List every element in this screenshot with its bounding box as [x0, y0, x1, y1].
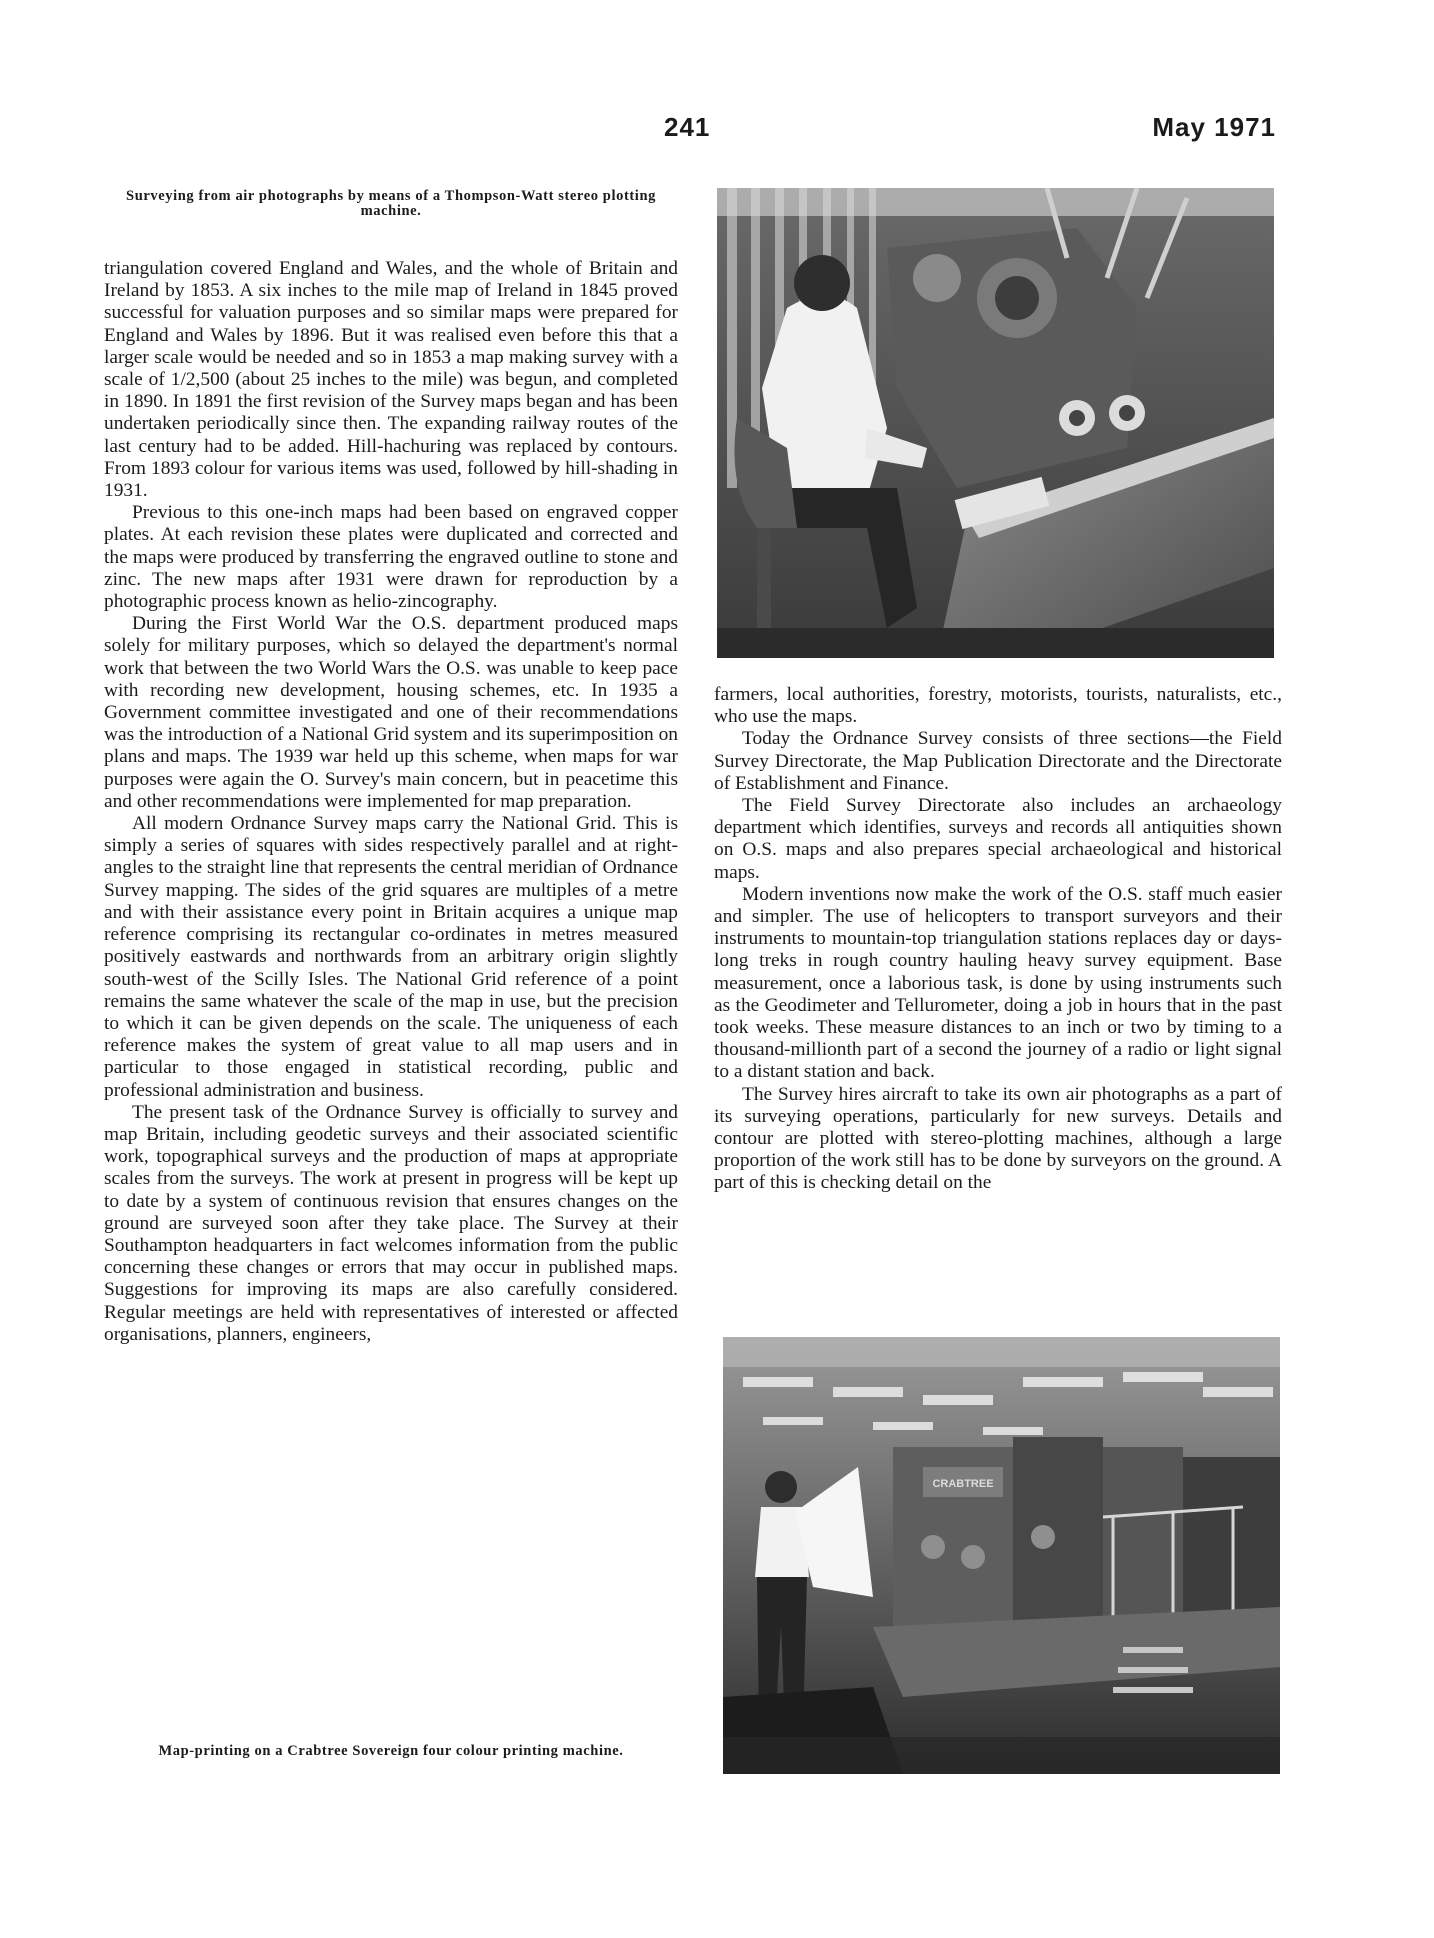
printing-press-photo [723, 1337, 1280, 1774]
right-column [714, 684, 1282, 1195]
paragraph: triangulation covered England and Wales, and the whole of Britain and Ireland by 1853. A six inches to the mile map of Ireland in 1845 proved successful for valuation purposes and so similar maps were prepared for England and Wales by 1896. But it was realised even before this that a larger scale would be needed and so in 1853 a map making survey with a scale of 1/2,500 (about 25 inches to the mile) was begun, and completed in 1890. In 1891 the first revision of the Survey maps began and has been undertaken periodically since then. The expanding railway routes of the last century had to be added. Hill-hachuring was replaced by contours. From 1893 colour for various items was used, followed by hill-shading in 1931. [104, 258, 678, 502]
caption-bottom-photo: Map-printing on a Crabtree Sovereign four colour printing machine. [158, 1743, 624, 1759]
paragraph: The Field Survey Directorate also includes an archaeology department which identifies, surveys and records all antiquities shown on O.S. maps and also prepares special archaeological and historical maps. [714, 795, 1282, 883]
stereo-plotting-photo [717, 188, 1274, 658]
caption-top-photo: Surveying from air photographs by means of a Thompson-Watt stereo plotting machine. [126, 188, 656, 219]
press-label: CRABTREE [932, 1478, 994, 1490]
stereo-plotting-illustration [717, 188, 1274, 658]
printing-press-illustration [723, 1337, 1280, 1774]
page-number: 241 [664, 112, 711, 142]
paragraph: The Survey hires aircraft to take its own air photographs as a part of its surveying operations, particularly for new surveys. Details and contour are plotted with stereo-plotting machines, although a large proportion of the work still has to be done by surveyors on the ground. A part of this is checking detail on the [714, 1083, 1282, 1194]
paragraph: farmers, local authorities, forestry, motorists, tourists, naturalists, etc., who use the maps. [714, 684, 1282, 728]
issue-date: May 1971 [1152, 112, 1276, 142]
paragraph: During the First World War the O.S. department produced maps solely for military purposes, which so delayed the department's normal work that between the two World Wars the O.S. was unable to keep pace with recording new development, housing schemes, etc. In 1935 a Government committee investigated and one of their recommendations was the introduction of a National Grid system and its superimposition on plans and maps. The 1939 war held up this scheme, when maps for war purposes were again the O. Survey's main concern, but in peacetime this and other recommendations were implemented for map preparation. [104, 613, 678, 812]
paragraph: Today the Ordnance Survey consists of three sections—the Field Survey Directorate, the Map Publication Directorate and the Directorate of Establishment and Finance. [714, 728, 1282, 794]
paragraph: The present task of the Ordnance Survey is officially to survey and map Britain, including geodetic surveys and their associated scientific work, topographical surveys and the production of maps at appropriate scales from the surveys. The work at present in progress will be kept up to date by a system of continuous revision that ensures changes on the ground are surveyed soon after they take place. The Survey at their Southampton headquarters in fact welcomes information from the public concerning these changes or errors that may occur in published maps. Suggestions for improving its maps are also carefully considered. Regular meetings are held with representatives of interested or affected organisations, planners, engineers, [104, 1101, 678, 1345]
paragraph: Previous to this one-inch maps had been based on engraved copper plates. At each revision these plates were duplicated and corrected and the maps were produced by transferring the engraved outline to stone and zinc. The new maps after 1931 were drawn for reproduction by a photographic process known as helio-zincography. [104, 502, 678, 613]
paragraph: Modern inventions now make the work of the O.S. staff much easier and simpler. The use of helicopters to transport surveyors and their instruments to mountain-top triangulation stations replaces day or days-long treks in rough country hauling heavy survey equipment. Base measurement, once a laborious task, is done by using instruments such as the Geodimeter and Tellurometer, doing a job in hours that in the past took weeks. These measure distances to an inch or two by timing to a thousand-millionth part of a second the journey of a radio or light signal to a distant station and back. [714, 883, 1282, 1083]
paragraph: All modern Ordnance Survey maps carry the National Grid. This is simply a series of squares with sides respectively parallel and at right-angles to the straight line that represents the central meridian of Ordnance Survey mapping. The sides of the grid squares are multiples of a metre and with their assistance every point in Britain acquires a unique map reference comprising its rectangular co-ordinates in metres measured positively eastwards and northwards from an arbitrary origin slightly south-west of the Scilly Isles. The National Grid reference of a point remains the same whatever the scale of the map in use, but the precision to which it can be given depends on the scale. The uniqueness of each reference makes the system of great value to all map users and in particular to those engaged in statistical recording, public and professional administration and business. [104, 813, 678, 1101]
left-column [104, 258, 678, 1346]
